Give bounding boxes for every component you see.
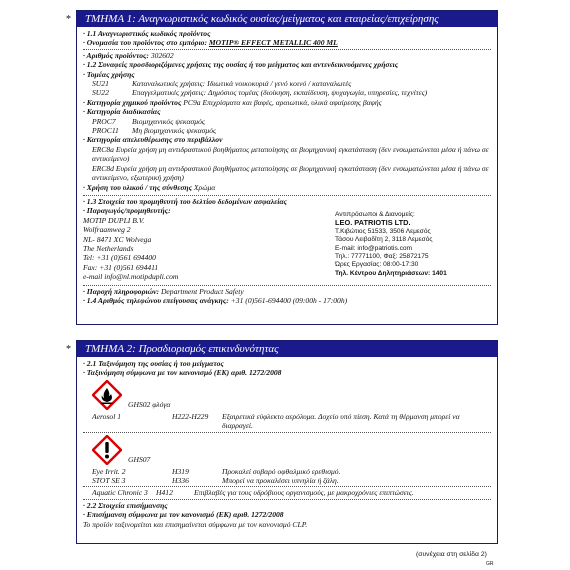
divider — [83, 285, 491, 286]
divider — [83, 195, 491, 196]
mfr-label: · Παραγωγός/προμηθευτής: — [83, 206, 171, 216]
s21-heading: · 2.1 Ταξινόμηση της ουσίας ή του μείγματος — [83, 359, 224, 368]
mfr-line: MOTIP DUPLI B.V. — [83, 215, 145, 225]
sup-company: LEO. PATRIOTIS LTD. — [335, 218, 411, 228]
hazard-code: H319 — [172, 466, 189, 476]
pc-value: PC9a Επιχρίσματα και βαφές, αραιωτικά, υλικά αφαίρεσης βαφής — [183, 97, 382, 107]
ghs07-label: GHS07 — [128, 455, 151, 465]
s14-value: +31 (0)561-694400 (09:00h - 17:00h) — [230, 295, 348, 305]
hazard-class: Eye Irrit. 2 — [92, 466, 126, 476]
proc11-code: PROC11 — [92, 126, 119, 136]
sup-line: Αντιπρόσωποι & Διανομείς: — [335, 210, 415, 218]
mfr-line: NL- 8471 XC Wolvega — [83, 234, 152, 244]
sector-label: · Τομέας χρήσης — [83, 69, 135, 79]
ghs02-row — [92, 380, 491, 410]
hazard-row — [83, 488, 491, 497]
sup-line: Τηλ.: 77771100, Φαξ: 25872175 — [335, 252, 429, 260]
trade-label: · Ονομασία του προϊόντος στο εμπόριο: — [83, 38, 208, 48]
proc7-text: Βιομηχανικός ψεκασμός — [132, 116, 205, 126]
su21-text: Καταναλωτικές χρήσεις: Ιδιωτικά νοικοκυριά / γενό κοινό / καταναλωτές — [132, 79, 352, 89]
hazard-class: STOT SE 3 — [92, 476, 126, 486]
divider — [83, 432, 491, 433]
func-label: · Χρήση του υλικού / της σύνθεσης — [83, 182, 192, 192]
ghs02-label: GHS02 φλόγα — [128, 400, 171, 410]
hazard-code: H336 — [172, 476, 189, 486]
trade-value: MOTIP® EFFECT METALLIC 400 ML — [208, 38, 338, 48]
hazard-row — [83, 476, 491, 485]
s22-text: Το προϊόν ταξινομείται και επισημαίνεται σύμφωνα με τον κανονισμό CLP. — [83, 519, 308, 529]
revision-star: * — [66, 14, 71, 25]
hazard-class: Aerosol 1 — [92, 411, 122, 421]
s11-heading: · 1.1 Αναγνωριστικός κωδικός προϊόντος — [83, 29, 211, 38]
divider — [83, 486, 491, 487]
sup-line: Τ.Κιβώτιος 51533, 3506 Λεμεσός — [335, 227, 431, 235]
su22-text: Επαγγελματικές χρήσεις: Δημόσιος τομέας (διοίκηση, εκπαίδευση, ψυχαγωγία, υπηρεσίες, τεχνίτες) — [132, 88, 428, 98]
hazard-text: Προκαλεί σοβαρό οφθαλμικό ερεθισμό. — [222, 466, 341, 476]
erc-label: · Κατηγορία απελευθέρωσης στο περιβάλλον — [83, 135, 223, 145]
info-label: · Παροχή πληροφοριών: — [83, 286, 160, 296]
mfr-line: The Netherlands — [83, 243, 134, 253]
flame-icon — [92, 380, 122, 410]
proc-label: · Κατηγορία διαδικασίας — [83, 107, 161, 117]
section-1-header: ΤΜΗΜΑ 1: Αναγνωριστικός κωδικός ουσίας/μείγματος και εταιρείας/επιχείρησης — [77, 11, 497, 27]
hazard-row — [83, 467, 491, 476]
hazard-text: Επιβλαβές για τους υδρόβιους οργανισμούς, με μακροχρόνιες επιπτώσεις. — [194, 488, 414, 498]
sup-poison-line: Τηλ. Κέντρου Δηλητηριάσεων: 1401 — [335, 269, 447, 277]
artno-label: · Αριθμός προϊόντος: — [83, 50, 149, 60]
s13-heading: · 1.3 Στοιχεία του προμηθευτή του δελτίου δεδομένων ασφαλείας — [83, 196, 287, 206]
hazard-row — [83, 412, 491, 431]
hazard-code: H412 — [156, 488, 173, 498]
divider — [83, 499, 491, 500]
mfr-line: e-mail info@nl.motipdupli.com — [83, 272, 179, 282]
artno-value: 302602 — [150, 50, 174, 60]
hazard-text: Μπορεί να προκαλέσει υπνηλία ή ζάλη. — [222, 476, 339, 486]
su21-code: SU21 — [92, 79, 109, 89]
s12-heading: · 1.2 Συναφείς προσδιοριζόμενες χρήσεις της ουσίας ή του μείγματος και αντενδεικνυόμενες χρήσεις — [83, 60, 399, 70]
hazard-code: H222-H229 — [172, 411, 209, 421]
divider — [83, 49, 491, 50]
exclamation-icon — [92, 435, 122, 465]
s21-classification: · Ταξινόμηση σύμφωνα με τον κανονισμό (ΕΚ) αριθ. 1272/2008 — [83, 368, 282, 378]
s22-labelling: · Επισήμανση σύμφωνα με τον κανονισμό (ΕΚ) αριθ. 1272/2008 — [83, 510, 284, 520]
sup-line: Ώρες Εργασίας: 08:00-17:30 — [335, 261, 419, 269]
hazard-class: Aquatic Chronic 3 — [92, 488, 148, 498]
continued-note: (συνέχεια στη σελίδα 2) — [416, 551, 487, 558]
su22-code: SU22 — [92, 88, 109, 98]
hazard-text: Εξαιρετικά εύφλεκτο αερόλυμα. Δοχείο υπό πίεση. Κατά τη θέρμανση μπορεί να διαρραγεί. — [222, 411, 460, 431]
proc11-text: Μη βιομηχανικός ψεκασμός — [132, 126, 217, 136]
mfr-line: Tel: +31 (0)561 694400 — [83, 253, 156, 263]
mfr-line: Fax: +31 (0)561 694411 — [83, 262, 159, 272]
ghs07-row — [92, 435, 491, 465]
proc7-code: PROC7 — [92, 116, 116, 126]
mfr-line: Wolfraamweg 2 — [83, 225, 131, 235]
erc8a-text: ERC8a Ευρεία χρήση μη αντιδραστικού βοηθήματος μεταποίησης σε βιομηχανική εγκατάσταση (δεν ενσωματώνεται μέσα ή πάνω σε αντικείμενο) — [92, 144, 489, 164]
section-2 — [76, 340, 498, 544]
pc-label: · Κατηγορία χημικού προϊόντος — [83, 97, 182, 107]
s14-label: · 1.4 Αριθμός τηλεφώνου επείγουσας ανάγκης: — [83, 295, 229, 305]
s22-heading: · 2.2 Στοιχεία επισήμανσης — [83, 500, 168, 510]
revision-star: * — [66, 344, 71, 355]
sup-line: Τάσου Λειβαδίτη 2, 3118 Λεμεσός — [335, 236, 433, 244]
language-code: GR — [486, 561, 494, 567]
sup-line: E-mail: info@patriotis.com — [335, 244, 413, 252]
section-1 — [76, 10, 498, 325]
func-value: Χρώμα — [193, 182, 216, 192]
distributor-block — [335, 211, 485, 278]
info-value: Department Product Safety — [160, 286, 244, 296]
erc8d-text: ERC8d Ευρεία χρήση μη αντιδραστικού βοηθήματος μεταποίησης σε βιομηχανική εγκατάσταση (δεν ενσωματώνεται μέσα ή πάνω σε αντικείμενο, εξωτερική χρήση) — [92, 163, 489, 183]
section-2-header: ΤΜΗΜΑ 2: Προσδιορισμός επικινδυνότητας — [77, 341, 497, 357]
